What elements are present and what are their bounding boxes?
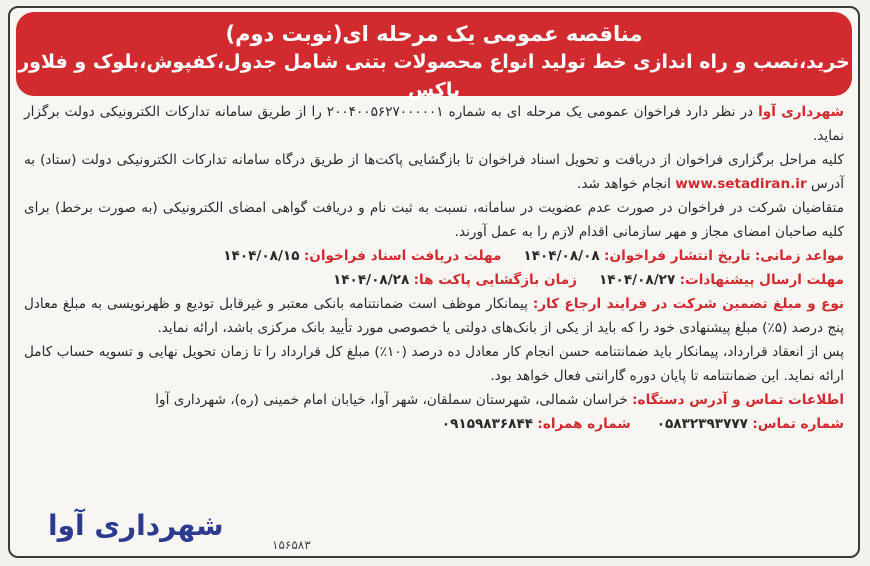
mobile-number: ۰۹۱۵۹۸۳۶۸۴۴ [441, 416, 534, 432]
notice-body [24, 100, 844, 548]
schedule-block [24, 244, 844, 292]
phone-label: شماره تماس: [752, 416, 844, 432]
schedule-label: مواعد زمانی: [754, 248, 844, 264]
procedure-text: کلیه مراحل برگزاری فراخوان از دریافت و تحویل اسناد فراخوان تا بازگشایی پاکت‌ها از طریق درگاه سامانه تدارکات الکترونیکی دولت (ستاد) به آدرس [24, 152, 844, 192]
reference-number: ۱۵۶۵۸۳ [272, 538, 311, 552]
mobile-label: شماره همراه: [537, 416, 631, 432]
notice-title: مناقصه عمومی یک مرحله ای(نوبت دوم) [225, 22, 643, 46]
intro-text: در نظر دارد فراخوان عمومی یک مرحله ای به شماره ۲۰۰۴۰۰۵۶۲۷۰۰۰۰۰۱ را از طریق سامانه تدارکات الکترونیکی دولت برگزار نماید. [24, 104, 844, 144]
registration-paragraph: متقاضیان شرکت در فراخوان در صورت عدم عضویت در سامانه، نسبت به ثبت نام و دریافت گواهی امضای الکترونیکی (به صورت برخط) برای کلیه صاحبان امضای مجاز و مهر سازمانی اقدام لازم را به عمل آورند. [24, 200, 844, 240]
procedure-text-end: انجام خواهد شد. [577, 176, 671, 192]
submit-label: مهلت ارسال پیشنهادات: [679, 272, 844, 288]
open-label: زمان بازگشایی پاکت ها: [413, 272, 577, 288]
address-text: خراسان شمالی، شهرستان سملقان، شهر آوا، خیابان امام خمینی (ره)، شهرداری آوا [155, 392, 628, 408]
procedure-paragraph [24, 148, 844, 196]
notice-subtitle: خرید،نصب و راه اندازی خط تولید انواع محصولات بتنی شامل جدول،کفپوش،بلوک و فلاور باکس [18, 51, 850, 101]
setad-link[interactable]: www.setadiran.ir [675, 176, 807, 192]
phone-number: ۰۵۸۳۲۳۹۳۷۷۷ [656, 416, 748, 432]
performance-paragraph: پس از انعقاد قرارداد، پیمانکار باید ضمانتنامه حسن انجام کار معادل ده درصد (۱۰٪) مبلغ کل قرارداد را تا زمان تحویل نهایی و تسویه حساب کامل ارائه نماید. این ضمانتنامه تا پایان دوره گارانتی فعال خواهد بود. [24, 344, 844, 384]
docs-date: ۱۴۰۴/۰۸/۱۵ [223, 248, 300, 264]
publish-date: ۱۴۰۴/۰۸/۰۸ [523, 248, 600, 264]
publish-label: تاریخ انتشار فراخوان: [604, 248, 751, 264]
intro-paragraph [24, 100, 844, 148]
docs-label: مهلت دریافت اسناد فراخوان: [303, 248, 502, 264]
notice-header [16, 12, 852, 101]
guarantee-text: پیمانکار موظف است ضمانتنامه بانکی معتبر و غیرقابل تودیع و ظهرنویسی به مبلغ معادل پنج درصد (۵٪) مبلغ پیشنهادی خود را که باید از یکی از بانک‌های دولتی یا خصوصی مورد تأیید بانک مرکزی باشد، ارائه نماید. [24, 296, 844, 336]
contact-paragraph [24, 388, 844, 412]
contact-numbers [24, 412, 844, 436]
guarantee-label: نوع و مبلغ تضمین شرکت در فرایند ارجاع کار: [532, 296, 844, 312]
guarantee-paragraph [24, 292, 844, 340]
open-date: ۱۴۰۴/۰۸/۲۸ [332, 272, 410, 288]
notice-frame [8, 6, 860, 558]
org-logo-text: شهرداری آوا [48, 509, 224, 542]
contact-label: اطلاعات تماس و آدرس دستگاه: [632, 392, 844, 408]
org-name: شهرداری آوا [758, 104, 844, 120]
submit-date: ۱۴۰۴/۰۸/۲۷ [598, 272, 676, 288]
